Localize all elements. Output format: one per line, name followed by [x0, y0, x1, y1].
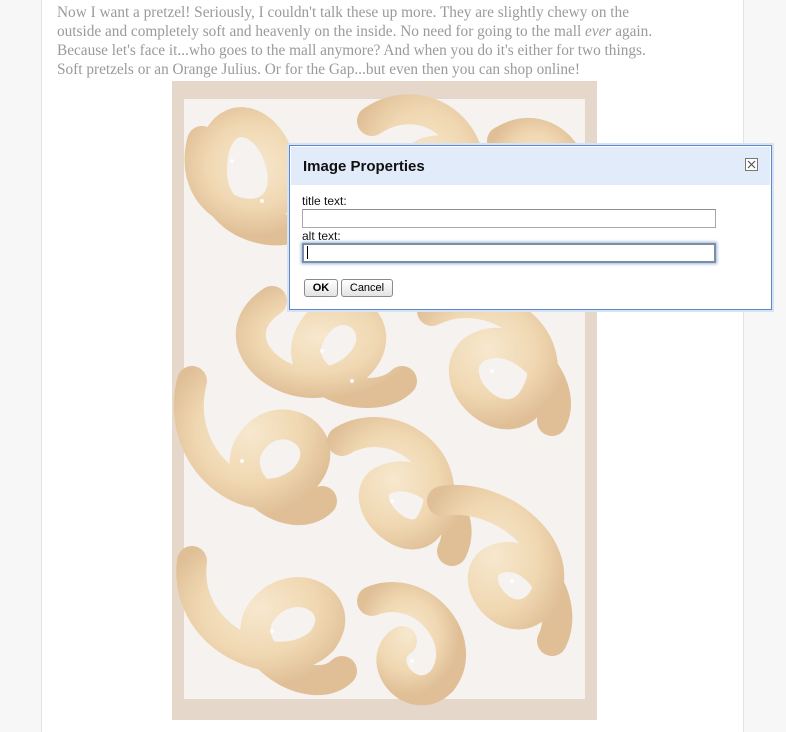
post-line-1: Now I want a pretzel! Seriously, I couldn't talk these up more. They are slightly chewy on the	[57, 4, 629, 21]
alt-text-label: alt text:	[302, 229, 341, 243]
alt-text-input[interactable]	[302, 243, 716, 263]
post-body-text	[57, 3, 717, 79]
ok-button[interactable]: OK	[304, 279, 338, 297]
image-properties-dialog	[289, 145, 772, 310]
close-button[interactable]	[745, 158, 758, 171]
text-cursor	[307, 246, 308, 259]
post-line-3: Because let's face it...who goes to the mall anymore? And when you do it's either for two things.	[57, 42, 646, 59]
post-line-2b: again.	[611, 23, 653, 40]
title-text-input[interactable]	[302, 209, 716, 228]
close-icon	[746, 159, 757, 170]
post-line-2a: outside and completely soft and heavenly on the inside. No need for going to the mall	[57, 23, 586, 40]
dialog-header	[291, 147, 770, 185]
cancel-button[interactable]: Cancel	[341, 279, 393, 297]
dialog-title: Image Properties	[303, 158, 425, 175]
post-line-4: Soft pretzels or an Orange Julius. Or for the Gap...but even then you can shop online!	[57, 61, 580, 78]
title-text-label: title text:	[302, 194, 347, 208]
post-line-2-emphasis: ever	[585, 23, 612, 40]
